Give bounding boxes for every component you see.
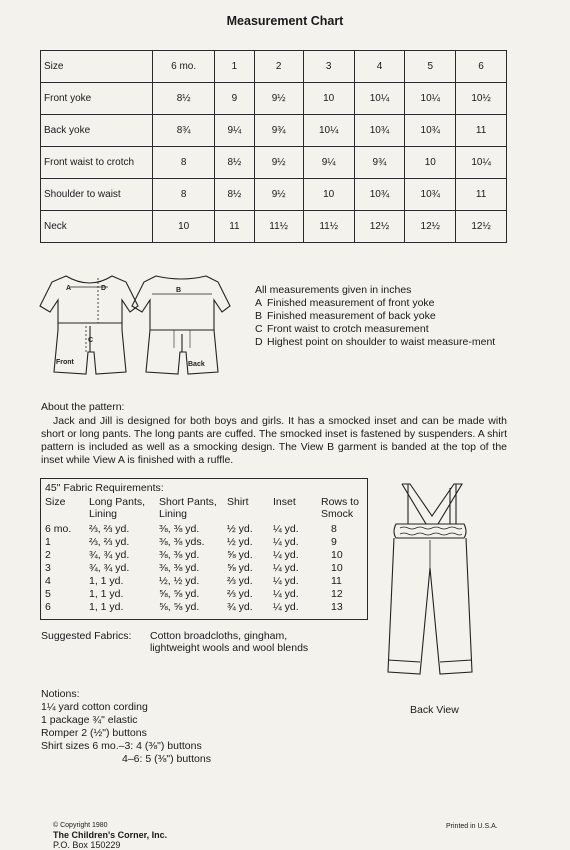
fabric-table-cell: ⅜, ⅜ yd.: [159, 562, 200, 574]
printed-in-text: Printed in U.S.A.: [446, 823, 498, 830]
table-cell: 11½: [254, 211, 303, 243]
fabric-col-header: Short Pants, Lining: [159, 496, 217, 520]
fabric-table-cell: ⅔ yd.: [227, 588, 253, 600]
table-cell: 11½: [303, 211, 354, 243]
table-cell: 3: [303, 51, 354, 83]
fabric-table-cell: 4: [45, 575, 51, 587]
diagram-label-a: A: [66, 285, 72, 292]
fabric-table-cell: 6: [45, 601, 51, 613]
fabric-table-cell: ½ yd.: [227, 536, 253, 548]
fabric-table-cell: 5: [45, 588, 51, 600]
table-cell: 10: [405, 147, 456, 179]
table-row: [41, 179, 507, 211]
fabric-table-cell: ⅜, ⅜ yd.: [159, 549, 200, 561]
table-cell: Size: [41, 51, 153, 83]
table-cell: 10¾: [405, 179, 456, 211]
measurement-legend: [255, 284, 515, 349]
table-cell: 10: [153, 211, 215, 243]
table-cell: 4: [354, 51, 405, 83]
table-cell: 12½: [456, 211, 507, 243]
fabric-table-cell: ⅔, ⅔ yd.: [89, 536, 130, 548]
notions-line: 1 package ¾" elastic: [41, 714, 138, 726]
fabric-table-cell: ⅝ yd.: [227, 562, 253, 574]
diagram-label-d: D: [101, 285, 107, 292]
suggested-fabrics-value: Cotton broadcloths, gingham, lightweight wools and wool blends: [150, 630, 309, 654]
measurement-table: [40, 50, 507, 243]
table-cell: Front waist to crotch: [41, 147, 153, 179]
legend-key: A: [255, 297, 263, 309]
table-cell: Back yoke: [41, 115, 153, 147]
table-cell: 8: [153, 179, 215, 211]
table-cell: 9¼: [303, 147, 354, 179]
table-cell: 5: [405, 51, 456, 83]
fabric-table-cell: ¼ yd.: [273, 549, 299, 561]
legend-text: Finished measurement of back yoke: [267, 310, 436, 322]
overalls-back-sketch: [388, 484, 472, 674]
fabric-table-cell: ½, ½ yd.: [159, 575, 200, 587]
legend-intro: All measurements given in inches: [255, 284, 412, 296]
fabric-table-cell: ¼ yd.: [273, 601, 299, 613]
fabric-col-header: Shirt: [227, 496, 249, 508]
fabric-col-header: Rows to Smock: [321, 496, 359, 520]
table-cell: 10¼: [456, 147, 507, 179]
fabric-col-header: Inset: [273, 496, 296, 508]
company-name: The Children's Corner, Inc.: [53, 830, 168, 840]
table-cell: 11: [456, 179, 507, 211]
fabric-table-cell: ⅜, ⅜ yds.: [159, 536, 205, 548]
table-cell: 10¾: [405, 115, 456, 147]
fabric-table-cell: ¼ yd.: [273, 536, 299, 548]
table-cell: 6 mo.: [153, 51, 215, 83]
back-view-diagram: [380, 480, 480, 695]
fabric-table-cell: 1, 1 yd.: [89, 588, 124, 600]
table-cell: 9½: [254, 179, 303, 211]
fabric-table-cell: ¾ yd.: [227, 601, 253, 613]
fabric-table-cell: ¾, ¾ yd.: [89, 549, 130, 561]
table-cell: 9½: [254, 83, 303, 115]
table-header-row: [41, 51, 507, 83]
fabric-col-header: Long Pants, Lining: [89, 496, 146, 520]
fabric-table-cell: ⅝, ⅝ yd.: [159, 601, 200, 613]
fabric-table-cell: ⅔ yd.: [227, 575, 253, 587]
fabric-table-cell: 1, 1 yd.: [89, 601, 124, 613]
table-cell: 9¾: [354, 147, 405, 179]
fabric-table-cell: 3: [45, 562, 51, 574]
table-cell: 8½: [215, 179, 254, 211]
romper-front-sketch: [40, 276, 138, 374]
legend-key: C: [255, 323, 263, 335]
fabric-table-cell: 9: [331, 536, 337, 548]
fabric-table-cell: ¼ yd.: [273, 588, 299, 600]
table-row: [41, 115, 507, 147]
company-pobox: P.O. Box 150229: [53, 840, 121, 850]
table-cell: 8½: [215, 147, 254, 179]
fabric-requirements-table: [40, 478, 368, 620]
table-cell: 9¾: [254, 115, 303, 147]
table-row: [41, 83, 507, 115]
fabric-table-cell: ⅝, ⅝ yd.: [159, 588, 200, 600]
fabric-table-cell: 11: [331, 575, 342, 587]
table-cell: 6: [456, 51, 507, 83]
table-cell: 8: [153, 147, 215, 179]
table-cell: 10: [303, 83, 354, 115]
fabric-table-cell: 1, 1 yd.: [89, 575, 124, 587]
diagram-label-c: C: [88, 337, 94, 344]
table-cell: Shoulder to waist: [41, 179, 153, 211]
legend-item: [255, 297, 515, 310]
table-cell: 12½: [354, 211, 405, 243]
about-paragraph: Jack and Jill is designed for both boys and girls. It has a smocked inset and can be made with short or long pants. The long pants are cuffed. The smocked inset is fastened by suspenders. A shirt pattern is included as well as a smocking design. The View B garment is banded at the top of the inset while View A is finished with a ruffle.: [41, 415, 507, 466]
fabric-table-cell: 8: [331, 523, 337, 535]
fabric-heading: 45" Fabric Requirements:: [45, 482, 164, 494]
legend-item: [255, 323, 515, 336]
about-heading: About the pattern:: [41, 401, 125, 413]
fabric-table-cell: ⅝ yd.: [227, 549, 253, 561]
table-cell: 9½: [254, 147, 303, 179]
fabric-table-cell: ⅔, ⅔ yd.: [89, 523, 130, 535]
table-cell: 2: [254, 51, 303, 83]
table-cell: 9¼: [215, 115, 254, 147]
page-title: Measurement Chart: [226, 14, 344, 28]
table-cell: 10¾: [354, 115, 405, 147]
notions-section: [41, 688, 211, 766]
legend-text: Front waist to crotch measurement: [267, 323, 429, 335]
table-row: [41, 147, 507, 179]
table-cell: 10½: [456, 83, 507, 115]
legend-text: Finished measurement of front yoke: [267, 297, 435, 309]
fabric-table-cell: ⅜, ⅜ yd.: [159, 523, 200, 535]
fabric-table-cell: ¼ yd.: [273, 562, 299, 574]
fabric-table-cell: 10: [331, 562, 343, 574]
romper-diagram: [36, 268, 236, 383]
table-cell: 11: [456, 115, 507, 147]
fabric-table-cell: ¼ yd.: [273, 523, 299, 535]
notions-line: Romper 2 (½") buttons: [41, 727, 147, 739]
diagram-label-b: B: [176, 287, 182, 294]
table-cell: 11: [215, 211, 254, 243]
copyright-text: © Copyright 1980: [53, 822, 108, 829]
fabric-table-cell: ½ yd.: [227, 523, 253, 535]
table-row: [41, 211, 507, 243]
table-cell: 9: [215, 83, 254, 115]
notions-line: Shirt sizes 6 mo.–3: 4 (⅜") buttons: [41, 740, 202, 752]
table-cell: 8½: [153, 83, 215, 115]
table-cell: 10¼: [303, 115, 354, 147]
fabric-table-cell: ¼ yd.: [273, 575, 299, 587]
diagram-label-front: Front: [56, 359, 74, 366]
table-cell: 12½: [405, 211, 456, 243]
table-cell: 1: [215, 51, 254, 83]
table-cell: 10¼: [405, 83, 456, 115]
table-cell: 10: [303, 179, 354, 211]
fabric-table-cell: 1: [45, 536, 51, 548]
table-cell: Front yoke: [41, 83, 153, 115]
fabric-table-cell: ¾, ¾ yd.: [89, 562, 130, 574]
legend-text: Highest point on shoulder to waist measure-ment: [267, 336, 496, 348]
table-cell: 8¾: [153, 115, 215, 147]
fabric-table-cell: 13: [331, 601, 343, 613]
diagram-label-back: Back: [188, 361, 205, 368]
notions-heading: Notions:: [41, 688, 80, 700]
table-cell: 10¼: [354, 83, 405, 115]
legend-key: B: [255, 310, 263, 322]
fabric-table-cell: 10: [331, 549, 343, 561]
suggested-fabrics-label: Suggested Fabrics:: [41, 630, 132, 642]
table-cell: Neck: [41, 211, 153, 243]
back-view-caption: Back View: [410, 704, 459, 716]
fabric-table-cell: 6 mo.: [45, 523, 72, 535]
table-cell: 10¾: [354, 179, 405, 211]
fabric-col-header: Size: [45, 496, 66, 508]
fabric-table-cell: 2: [45, 549, 51, 561]
legend-item: [255, 336, 515, 349]
legend-key: D: [255, 336, 263, 348]
fabric-table-cell: 12: [331, 588, 343, 600]
notions-line: 1¼ yard cotton cording: [41, 701, 148, 713]
legend-item: [255, 310, 515, 323]
notions-line: 4–6: 5 (⅜") buttons: [122, 753, 211, 765]
